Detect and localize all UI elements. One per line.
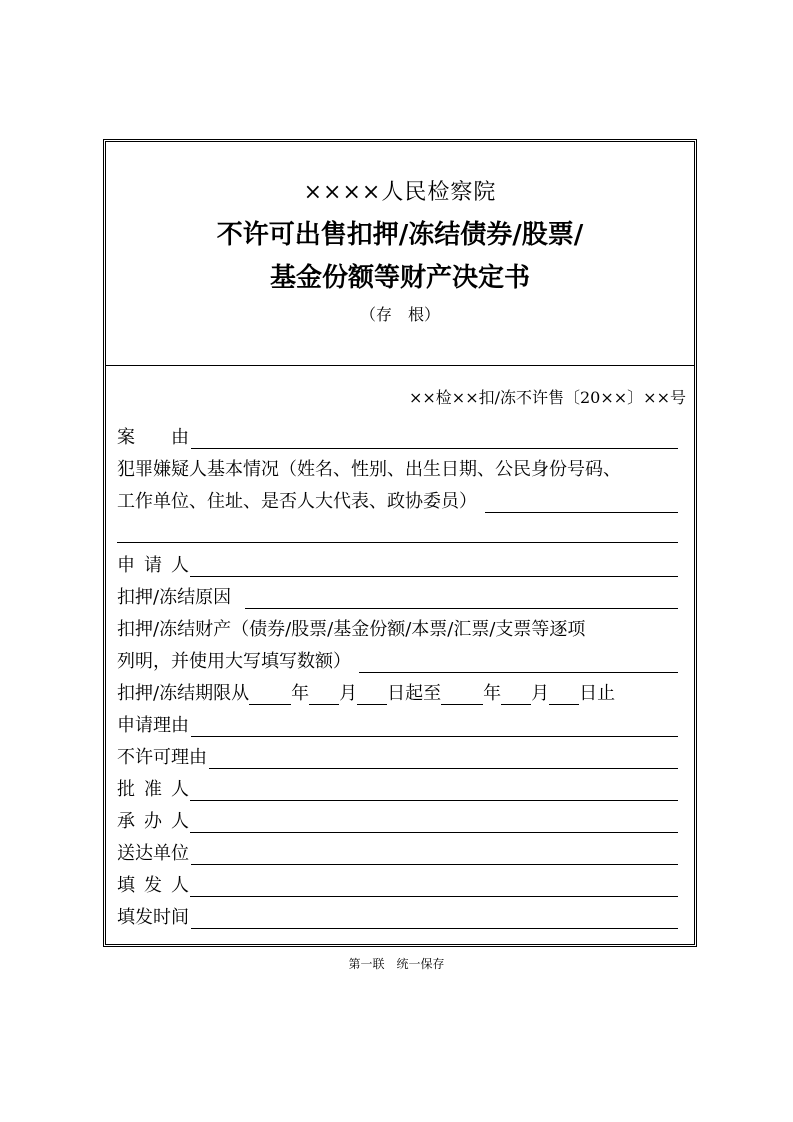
refusal-reason-field[interactable] (209, 746, 678, 769)
suspect-info-row2 (117, 487, 678, 513)
handler-field[interactable] (190, 810, 678, 833)
document-title-line1: 不许可出售扣押/冻结债券/股票/ (216, 220, 584, 250)
issue-time-row (117, 903, 678, 929)
start-day-field[interactable] (357, 682, 387, 705)
header-divider (106, 365, 694, 366)
end-month-label: 月 (531, 683, 550, 704)
document-number: ××检××扣/冻不许售〔20××〕××号 (408, 388, 686, 407)
suspect-info-extra-line[interactable] (117, 520, 678, 543)
applicant-row (117, 551, 678, 577)
copy-footer: 第一联 统一保存 (348, 957, 445, 971)
suspect-info-row1 (117, 455, 678, 481)
application-reason-field[interactable] (191, 714, 678, 737)
applicant-label: 申请人 (117, 555, 198, 576)
application-reason-row (117, 711, 678, 737)
suspect-info-label-line1: 犯罪嫌疑人基本情况（姓名、性别、出生日期、公民身份号码、 (117, 459, 621, 480)
day-to-label: 日止 (579, 683, 616, 704)
suspect-info-field[interactable] (485, 490, 678, 513)
delivery-unit-field[interactable] (191, 842, 678, 865)
property-label-line1: 扣押/冻结财产（债券/股票/基金份额/本票/汇票/支票等逐项 (117, 619, 586, 640)
issuer-field[interactable] (190, 874, 678, 897)
case-reason-field[interactable] (191, 426, 678, 449)
issuer-label: 填发人 (117, 875, 198, 896)
stub-label: （存 根） (359, 305, 440, 324)
property-row1 (117, 615, 678, 641)
procuratorate-name: ××××人民检察院 (303, 180, 497, 205)
applicant-field[interactable] (190, 554, 678, 577)
document-frame (103, 139, 697, 947)
seizure-reason-label: 扣押/冻结原因 (117, 587, 232, 608)
start-year-label: 年 (291, 683, 310, 704)
end-year-label: 年 (483, 683, 502, 704)
application-reason-label: 申请理由 (117, 715, 189, 736)
refusal-reason-label: 不许可理由 (117, 747, 207, 768)
handler-label: 承办人 (117, 811, 198, 832)
seizure-reason-row (117, 583, 678, 609)
delivery-unit-row (117, 839, 678, 865)
case-reason-label: 案 由 (117, 427, 189, 448)
case-reason-row (117, 423, 678, 449)
start-month-label: 月 (339, 683, 358, 704)
document-title-line2: 基金份额等财产决定书 (269, 263, 530, 293)
end-month-field[interactable] (501, 682, 531, 705)
refusal-reason-row (117, 743, 678, 769)
seizure-reason-field[interactable] (245, 586, 678, 609)
property-label-line2: 列明，并使用大写填写数额） (117, 651, 351, 672)
start-year-field[interactable] (249, 682, 291, 705)
period-prefix-label: 扣押/冻结期限从 (117, 683, 250, 704)
day-from-label: 日起至 (387, 683, 442, 704)
end-year-field[interactable] (441, 682, 483, 705)
end-day-field[interactable] (549, 682, 579, 705)
approver-field[interactable] (190, 778, 678, 801)
approver-label: 批准人 (117, 779, 198, 800)
property-field[interactable] (359, 650, 678, 673)
issuer-row (117, 871, 678, 897)
approver-row (117, 775, 678, 801)
handler-row (117, 807, 678, 833)
delivery-unit-label: 送达单位 (117, 843, 189, 864)
start-month-field[interactable] (309, 682, 339, 705)
seizure-period-row (117, 679, 678, 705)
property-row2 (117, 647, 678, 673)
issue-time-label: 填发时间 (117, 907, 189, 928)
issue-time-field[interactable] (191, 906, 678, 929)
suspect-info-label-line2: 工作单位、住址、是否人大代表、政协委员） (117, 491, 477, 512)
